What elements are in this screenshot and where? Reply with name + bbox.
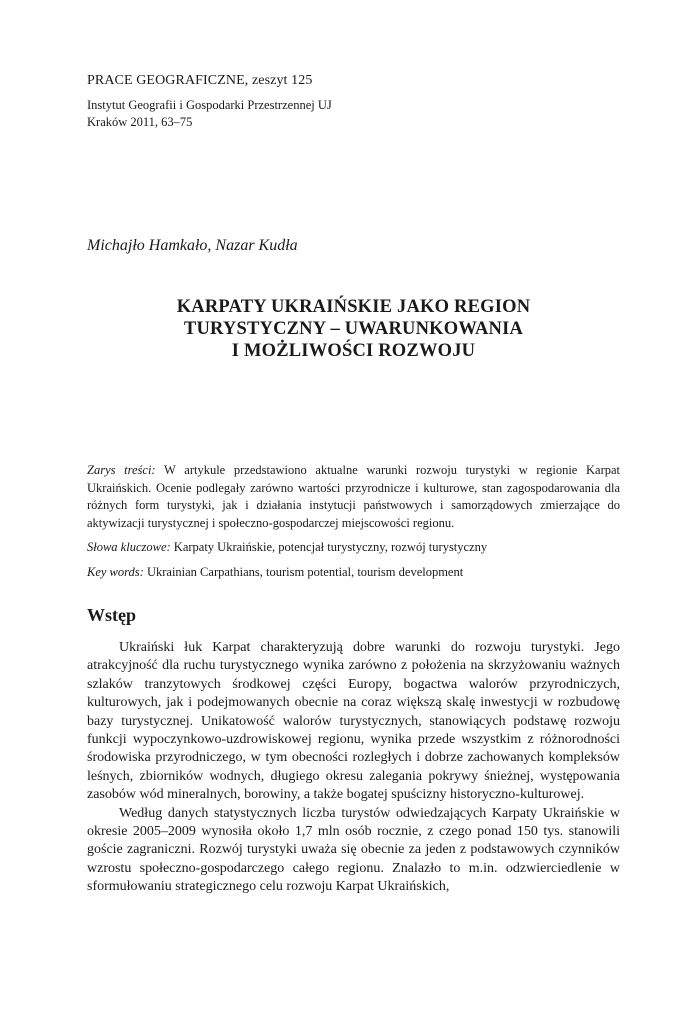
journal-series: PRACE GEOGRAFICZNE, zeszyt 125: [87, 73, 313, 88]
keywords-polish-text: Karpaty Ukraińskie, potencjał turystyczny, rozwój turystyczny: [173, 540, 488, 554]
body-text: [87, 639, 620, 897]
section-heading: Wstęp: [87, 605, 136, 625]
article-title: [87, 296, 620, 362]
publisher-info: [87, 97, 332, 131]
title-line-1: KARPATY UKRAIŃSKIE JAKO REGION: [176, 297, 531, 317]
abstract-label: Zarys treści:: [87, 463, 156, 477]
keywords-english-label: Key words:: [87, 565, 144, 579]
abstract-text: W artykule przedstawiono aktualne warunki rozwoju turystyki w regionie Karpat Ukraińskich. Ocenie podlegały zarówno wartości przyrodnicze i kulturowe, stan zagospodarowania dla różnych form turystyki, jak i działania instytucji państwowych i samorządowych zmierzające do aktywizacji turystycznej i społeczno-gospodarczej miejscowości regionu.: [87, 463, 621, 530]
keywords-polish: [87, 540, 487, 555]
place-and-pages: Kraków 2011, 63–75: [87, 115, 193, 129]
abstract: [87, 462, 620, 532]
paragraph: Według danych statystycznych liczba turystów odwiedzających Karpaty Ukraińskie w okresie 2005–2009 wynosiła około 1,7 mln osób rocznie, z czego ponad 150 tys. stanowili goście zagraniczni. Rozwój turystyki uważa się obecnie za jeden z podstawowych czynników wzrostu społeczno-gospodarczego całego regionu. Znalazło to m.in. odzwierciedlenie w sformułowaniu strategicznego celu rozwoju Karpat Ukraińskich,: [87, 805, 620, 895]
paragraph: Ukraiński łuk Karpat charakteryzują dobre warunki do rozwoju turystyki. Jego atrakcyjność dla ruchu turystycznego wynika zarówno z położenia na skrzyżowaniu ważnych szlaków tranzytowych środkowej części Europy, bogactwa walorów przyrodniczych, kulturowych, jak i podejmowanych obecnie na coraz większą skalę inwestycji w rozbudowę bazy turystycznej. Unikatowość walorów turystycznych, stanowiących podstawę rozwoju funkcji wypoczynkowo-uzdrowiskowej regionu, wynika przede wszystkim z różnorodności środowiska przyrodniczego, w tym obecności rozległych i dobrze zachowanych kompleksów leśnych, zbiorników wodnych, długiego okresu zalegania pokrywy śnieżnej, występowania zasobów wód mineralnych, borowiny, a także bogatej spuścizny historyczno-kulturowej.: [87, 640, 620, 803]
keywords-english-text: Ukrainian Carpathians, tourism potential, tourism development: [146, 565, 464, 579]
keywords-english: [87, 565, 463, 580]
article-authors: Michajło Hamkało, Nazar Kudła: [87, 237, 298, 254]
title-line-2: TURYSTYCZNY – UWARUNKOWANIA: [183, 319, 524, 339]
title-line-3: I MOŻLIWOŚCI ROZWOJU: [231, 341, 476, 361]
institute-name: Instytut Geografii i Gospodarki Przestrzennej UJ: [87, 98, 332, 112]
keywords-polish-label: Słowa kluczowe:: [87, 540, 171, 554]
journal-page: [87, 0, 620, 1024]
